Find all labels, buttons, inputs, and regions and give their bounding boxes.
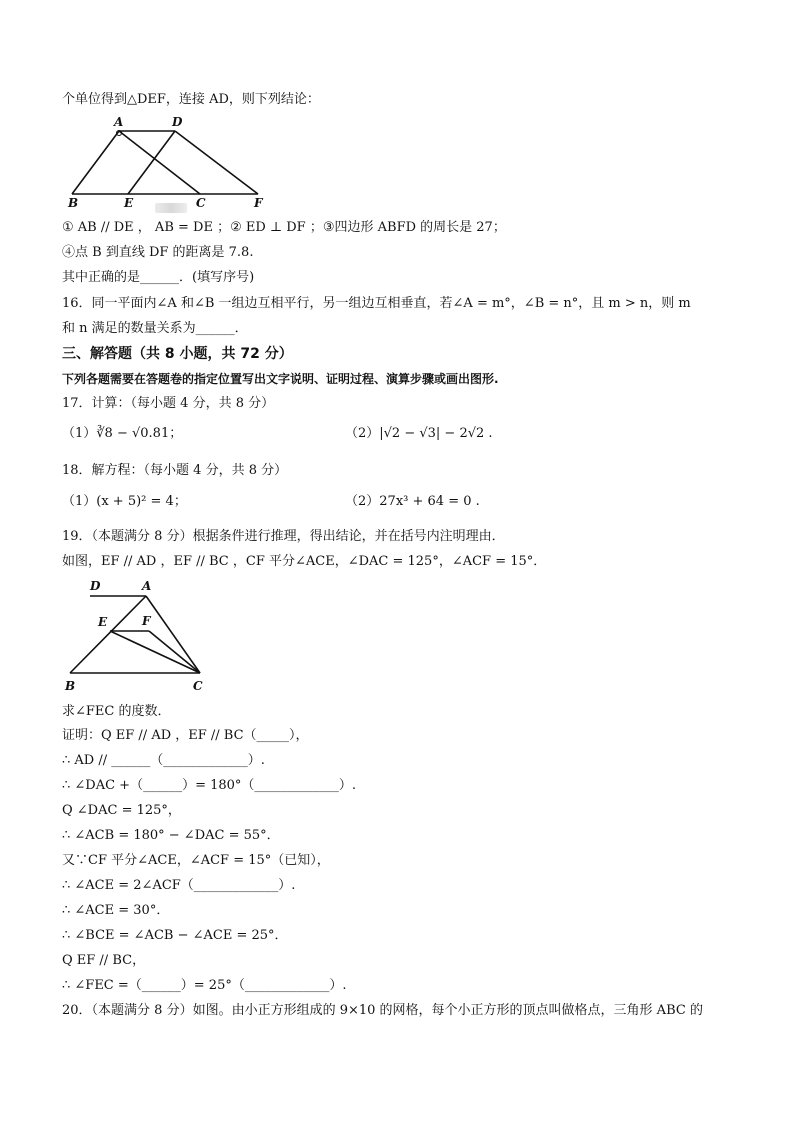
q16-line-1: 16．同一平面内∠A 和∠B 一组边互相平行，另一组边互相垂直，若∠A = m°，∠B = n°，且 m > n，则 m: [62, 296, 691, 311]
section3-title: 三、解答题（共 8 小题，共 72 分）: [62, 346, 293, 362]
smudge-mark: [155, 203, 187, 213]
q19-given: 如图，EF // AD ，EF // BC ，CF 平分∠ACE，∠DAC = 125°，∠ACF = 15°．: [62, 554, 547, 569]
q15-options-1: ① AB // DE ， AB = DE ；② ED ⊥ DF ；③四边形 ABFD 的周长是 27；: [62, 220, 506, 235]
label-F: F: [254, 196, 263, 210]
label-B: B: [65, 679, 76, 693]
q17-part1: （1）∛8 − √0.81；: [62, 426, 183, 441]
label-F: F: [142, 614, 151, 628]
q19-step-8: ∴ ∠ACE = 30°．: [62, 903, 170, 918]
label-C: C: [193, 679, 203, 693]
q19-step-5: ∴ ∠ACB = 180° − ∠DAC = 55°．: [62, 828, 280, 843]
q18-part2: （2）27x³ + 64 = 0 .: [345, 494, 480, 509]
label-D: D: [90, 579, 101, 593]
label-A: A: [114, 115, 124, 129]
q17-part2: （2）|√2 − √3| − 2√2 .: [345, 426, 493, 441]
q19-step-3: ∴ ∠DAC +（______）= 180°（_____________）.: [62, 778, 357, 793]
q17-title: 17．计算：（每小题 4 分，共 8 分）: [62, 396, 275, 411]
q15-intro: 个单位得到△DEF，连接 AD，则下列结论：: [62, 92, 320, 107]
label-B: B: [68, 196, 79, 210]
q19-step-10: Q EF // BC，: [62, 953, 146, 968]
segment-DE: [128, 131, 175, 194]
q19-step-9: ∴ ∠BCE = ∠ACB − ∠ACE = 25°．: [62, 928, 288, 943]
label-E: E: [124, 196, 134, 210]
section3-instruction: 下列各题需要在答题卷的指定位置写出文字说明、证明过程、演算步骤或画出图形.: [62, 372, 499, 386]
q19-step-2: ∴ AD // ______（_____________）.: [62, 753, 265, 768]
q19-step-1: 证明：Q EF // AD ，EF // BC（_____），: [62, 728, 309, 743]
label-D: D: [172, 115, 183, 129]
q15-figure: [62, 114, 272, 210]
q20-line-1: 20．（本题满分 8 分）如图。由小正方形组成的 9×10 的网格，每个小正方形的顶点叫做格点，三角形 ABC 的: [62, 1003, 703, 1018]
segment-AB: [70, 596, 146, 673]
q15-options-2: ④点 B 到直线 DF 的距离是 7.8.: [62, 245, 254, 260]
q19-figure: [62, 574, 212, 696]
q16-line-2: 和 n 满足的数量关系为______．: [62, 321, 248, 336]
segment-AB: [72, 131, 119, 194]
q19-step-7: ∴ ∠ACE = 2∠ACF（_____________）.: [62, 878, 296, 893]
segment-EC: [110, 631, 200, 673]
label-A: A: [142, 579, 152, 593]
q19-step-11: ∴ ∠FEC =（______）= 25°（_____________）.: [62, 978, 347, 993]
q19-ask: 求∠FEC 的度数．: [62, 704, 171, 719]
label-C: C: [196, 196, 206, 210]
q19-step-6: 又∵CF 平分∠ACE，∠ACF = 15°（已知），: [62, 853, 330, 868]
q15-answer-prompt: 其中正确的是______．(填写序号): [62, 270, 255, 285]
q18-title: 18．解方程：（每小题 4 分，共 8 分）: [62, 463, 288, 478]
q19-title: 19．（本题满分 8 分）根据条件进行推理，得出结论，并在括号内注明理由．: [62, 529, 505, 544]
label-E: E: [98, 615, 108, 629]
q19-step-4: Q ∠DAC = 125°，: [62, 803, 181, 818]
q18-part1: （1）(x + 5)² = 4；: [62, 494, 187, 509]
